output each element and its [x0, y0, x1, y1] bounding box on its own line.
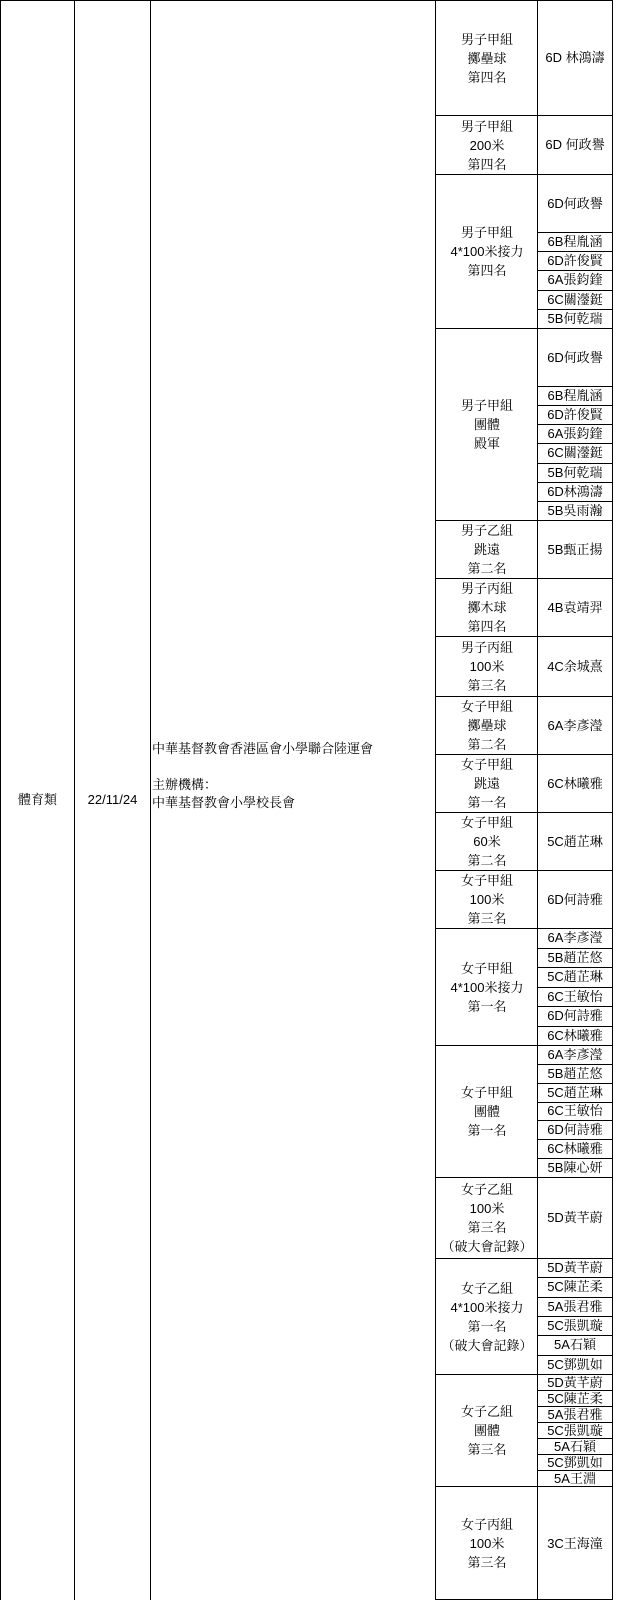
award-event-line: 100米: [469, 659, 505, 674]
award-event-line: 第三名: [467, 1555, 507, 1570]
table-border-right: [612, 0, 613, 1600]
award-event-cell: [436, 871, 538, 928]
student-name-cell: 5B趙芷悠: [547, 1065, 603, 1081]
student-name-cell: 6C林曦雅: [547, 1027, 603, 1043]
student-name-cell: 6D 何政譽: [545, 137, 605, 152]
organizer-name: 中華基督教會小學校長會: [152, 795, 296, 810]
student-name-cell: 6A李彥瀅: [547, 717, 603, 733]
student-name-cell: 5A石穎: [554, 1337, 596, 1353]
column-divider: [150, 0, 151, 1600]
award-event-line: （破大會記錄）: [441, 1337, 533, 1353]
student-name-cell: 6A張鈞鍷: [547, 272, 603, 288]
student-name-cell: 5B何乾瑞: [547, 464, 603, 480]
student-name-cell: 5B陳心妍: [547, 1160, 603, 1176]
award-event-line: 男子甲組: [460, 225, 513, 240]
award-event-cell: [436, 1178, 538, 1258]
award-event-line: 女子甲組: [460, 873, 513, 888]
award-event-line: 第四名: [467, 263, 507, 278]
award-event-cell: [436, 813, 538, 870]
student-name-cell: 6C王敏怡: [547, 1103, 603, 1119]
award-event-line: 男子甲組: [460, 118, 513, 134]
award-event-line: 第一名: [467, 1318, 507, 1334]
student-name-cell: 5B何乾瑞: [547, 310, 603, 326]
award-event-line: 女子乙組: [460, 1280, 513, 1296]
award-event-cell: [436, 1, 538, 115]
student-name-cell: 6C關灐鋌: [547, 291, 603, 307]
event-title: 中華基督教會香港區會小學聯合陸運會: [152, 741, 374, 756]
student-name-cell: 5A張君雅: [547, 1407, 603, 1422]
award-event-cell: [436, 329, 538, 520]
student-name-cell: 6A李彥瀅: [547, 930, 603, 946]
award-event-line: 第三名: [467, 1220, 507, 1235]
award-event-line: 擲壘球: [467, 718, 507, 733]
award-event-cell: [436, 521, 538, 578]
award-event-line: 4*100米接力: [450, 1299, 524, 1315]
student-name-cell: 5D黃芊蔚: [547, 1260, 603, 1276]
award-event-line: 擲木球: [467, 600, 507, 615]
award-event-cell: [436, 1487, 538, 1600]
award-event-line: 跳遠: [473, 542, 500, 557]
student-name-cell: 6A張鈞鍷: [547, 426, 603, 442]
award-event-line: 100米: [469, 1201, 505, 1216]
award-event-line: 女子甲組: [460, 960, 513, 976]
award-event-cell: [436, 175, 538, 328]
award-event-line: 男子甲組: [460, 398, 513, 413]
award-event-cell: [436, 697, 538, 754]
student-name-cell: 5D黃芊蔚: [547, 1375, 603, 1390]
student-name-cell: 6D何詩雅: [547, 1008, 603, 1024]
student-name-cell: 6C林曦雅: [547, 1141, 603, 1157]
student-name-cell: 5C趙芷琳: [547, 833, 603, 849]
student-name-cell: 4B袁靖羿: [547, 599, 603, 615]
student-name-cell: 5C陳芷柔: [547, 1391, 603, 1406]
award-event-line: 第一名: [467, 795, 507, 810]
award-event-cell: [436, 1046, 538, 1177]
award-event-line: 100米: [469, 892, 505, 907]
award-event-line: 擲壘球: [467, 50, 507, 66]
student-name-cell: 6D 林鴻濤: [545, 50, 605, 65]
student-name-cell: 5C趙芷琳: [547, 969, 603, 985]
award-event-line: 男子丙組: [460, 640, 513, 655]
award-event-cell: [436, 1375, 538, 1486]
award-event-line: 第四名: [467, 156, 507, 172]
award-event-line: 女子乙組: [460, 1182, 513, 1197]
award-event-line: 女子甲組: [460, 1085, 513, 1100]
student-name-cell: 6D何政譽: [547, 195, 603, 211]
award-event-line: 殿軍: [473, 436, 500, 451]
award-event-line: 第三名: [467, 678, 507, 693]
student-name-cell: 5C張凱璇: [547, 1423, 603, 1438]
organizer-label: 主辦機構：: [152, 777, 218, 792]
award-event-line: 女子甲組: [460, 815, 513, 830]
student-name-cell: 6C王敏怡: [547, 988, 603, 1004]
award-event-line: 女子丙組: [460, 1517, 513, 1532]
award-event-line: 第三名: [467, 911, 507, 926]
student-name-cell: 5B吳雨瀚: [547, 502, 603, 518]
student-name-cell: 6D何詩雅: [547, 891, 603, 907]
student-name-cell: 6D許俊賢: [547, 407, 603, 423]
award-event-line: 60米: [473, 834, 501, 849]
student-name-cell: 5B趙芷悠: [547, 949, 603, 965]
award-event-line: 第二名: [467, 561, 507, 576]
student-name-cell: 5C陳芷柔: [547, 1279, 603, 1295]
student-name-cell: 5C鄧凱如: [547, 1455, 603, 1470]
award-event-cell: [436, 579, 538, 636]
student-name-cell: 5C張凱璇: [547, 1318, 603, 1334]
student-name-cell: 5A石穎: [554, 1439, 596, 1454]
student-name-cell: 6C關灐鋌: [547, 445, 603, 461]
award-event-cell: [436, 637, 538, 696]
award-event-line: 第四名: [467, 69, 507, 85]
award-event-cell: [436, 1259, 538, 1374]
student-name-cell: 3C王海潼: [547, 1535, 603, 1551]
award-event-line: 100米: [469, 1536, 505, 1551]
award-event-line: 女子乙組: [460, 1404, 513, 1419]
award-event-line: 女子甲組: [460, 699, 513, 714]
award-event-line: 男子丙組: [460, 581, 513, 596]
award-event-line: 第二名: [467, 853, 507, 868]
award-event-line: 第一名: [467, 998, 507, 1014]
student-name-cell: 5C趙芷琳: [547, 1084, 603, 1100]
award-event-line: 第四名: [467, 619, 507, 634]
student-name-cell: 6D許俊賢: [547, 253, 603, 269]
student-name-cell: 6D何政譽: [547, 349, 603, 365]
student-name-cell: 6A李彥瀅: [547, 1046, 603, 1062]
award-event-cell: [436, 116, 538, 174]
award-event-line: 男子乙組: [460, 523, 513, 538]
category-cell: 體育類: [17, 792, 57, 807]
award-event-line: 4*100米接力: [450, 979, 524, 995]
award-event-cell: [436, 755, 538, 812]
award-event-line: 女子甲組: [460, 757, 513, 772]
award-event-line: 團體: [473, 1423, 500, 1438]
award-event-line: 團體: [473, 1104, 500, 1119]
student-name-cell: 5C鄧凱如: [547, 1356, 603, 1372]
student-name-cell: 4C余城熹: [547, 658, 603, 674]
award-event-line: 第二名: [467, 737, 507, 752]
student-name-cell: 5B甄正揚: [547, 541, 603, 557]
student-name-cell: 5D黃芊蔚: [547, 1210, 603, 1225]
award-event-line: 200米: [469, 137, 505, 153]
award-event-line: 第三名: [467, 1442, 507, 1457]
student-name-cell: 5A張君雅: [547, 1298, 603, 1314]
award-event-cell: [436, 929, 538, 1045]
student-name-cell: 5A王淵: [554, 1471, 596, 1486]
student-name-cell: 6D何詩雅: [547, 1122, 603, 1138]
award-event-line: 4*100米接力: [450, 244, 524, 259]
award-event-line: 男子甲組: [460, 31, 513, 47]
award-event-line: 跳遠: [473, 776, 500, 791]
student-name-cell: 6D林鴻濤: [547, 483, 603, 499]
student-name-cell: 6B程胤涵: [547, 388, 603, 404]
award-event-line: 第一名: [467, 1123, 507, 1138]
award-event-line: 團體: [473, 417, 500, 432]
date-cell: 22/11/24: [87, 792, 138, 807]
event-organizer-cell: [152, 740, 434, 812]
student-name-cell: 6B程胤涵: [547, 234, 603, 250]
award-event-line: （破大會記錄）: [441, 1239, 533, 1254]
student-name-cell: 6C林曦雅: [547, 775, 603, 791]
